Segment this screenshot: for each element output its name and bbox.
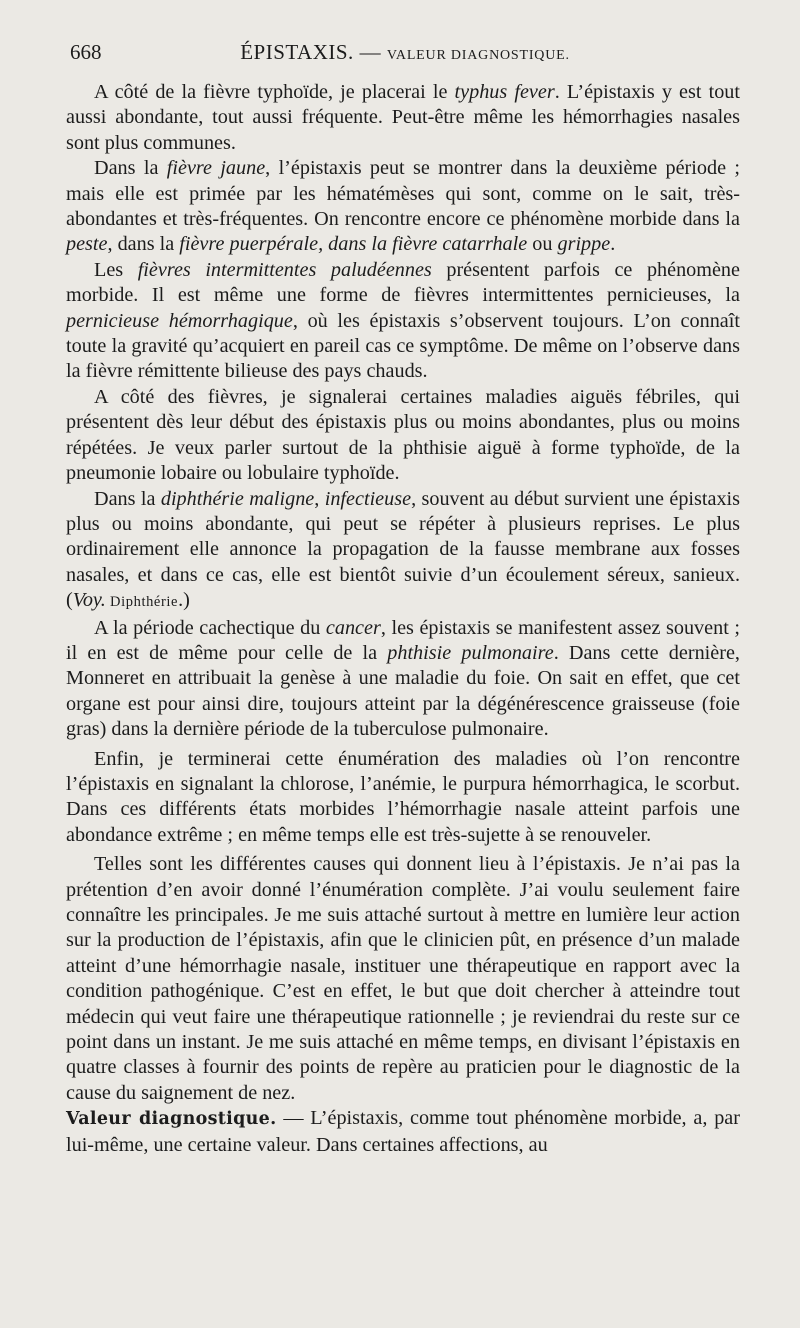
text-run: , souvent au début survient une épistaxis plus ou moins abondante, qui peut se répéter à plusieurs reprises. Le plus ordinairement elle annonce la propagation de la fausse membrane aux fosses nasales, et dans ce cas, elle est bientôt suivie d’un écoulement séreux, sanieux. ( xyxy=(66,487,741,612)
text-run: Dans la xyxy=(94,157,167,180)
paragraph-cancer xyxy=(66,616,740,743)
text-run: Enfin, je terminerai cette énumération des maladies où l’on rencontre l’épistaxis en signalant la chlorose, l’anémie, le purpura hémorrhagica, le scorbut. Dans ces différents états morbides l’hémorrhagie nasale atteint parfois une abondance extrême ; en même temps elle est très-sujette à se renouveler. xyxy=(66,747,740,846)
paragraph-maladies-aigues xyxy=(66,385,740,487)
paragraph-diphtherie xyxy=(66,487,740,616)
section-heading: Valeur diagnostique. xyxy=(66,1109,277,1130)
text-run: A côté des fièvres, je signalerai certaines maladies aiguës fébriles, qui présentent dès leur début des épistaxis plus ou moins abondantes, plus ou moins répétées. Je veux parler surtout de la phthisie aiguë à forme typhoïde, de la pneumonie lobaire ou lobulaire typhoïde. xyxy=(66,385,740,485)
italic-run: peste xyxy=(66,233,108,256)
italic-run: pernicieuse hémorrhagique xyxy=(66,309,293,332)
text-run: A la période cachectique du xyxy=(94,616,326,639)
text-run: Dans la xyxy=(94,487,161,510)
italic-run: typhus fever xyxy=(454,81,555,103)
paragraph-typhus xyxy=(66,80,740,156)
running-header xyxy=(70,40,740,70)
text-run: Telles sont les différentes causes qui donnent lieu à l’épistaxis. Je n’ai pas la prétention d’en avoir donné l’énumération complète. J’ai voulu seulement faire connaître les principales. Je me suis attaché surtout à mettre en lumière leur action sur la production de l’épistaxis, afin que le clinicien pût, en présence d’un malade atteint d’une hémorrhagie nasale, instituer une thérapeutique en rapport avec la condition pathogénique. C’est en effet, le but que doit chercher à atteindre tout médecin qui veut faire une thérapeutique rationnelle ; je reviendrai du reste sur ce point dans un instant. Je me suis attaché en même temps, en divisant l’épistaxis en quatre classes à fournir des points de repère au praticien pour le diagnostic de la cause du saignement de nez. xyxy=(66,853,740,1104)
running-title-sub: VALEUR DIAGNOSTIQUE. xyxy=(386,48,570,63)
text-run: . xyxy=(610,233,616,256)
paragraph-fievres-intermittentes xyxy=(66,258,740,385)
running-title-separator: — xyxy=(353,40,387,64)
body-text xyxy=(66,80,740,1158)
italic-run: diphthérie maligne xyxy=(160,487,315,510)
italic-run: fièvre puerpérale, dans la fièvre catarrhale xyxy=(179,233,528,256)
text-run: , l’épistaxis peut se montrer dans la deuxième période ; mais elle est primée par les hématémèses qui sont, comme on le sait, très-abondantes et très-fréquentes. On rencontre encore ce phénomène morbide dans la xyxy=(66,157,740,231)
text-run: , où les épistaxis s’observent toujours. L’on connaît toute la gravité qu’acquiert en pareil cas ce symptôme. De même on l’observe dans la fièvre rémittente bilieuse des pays chauds. xyxy=(66,309,740,383)
page-number: 668 xyxy=(70,40,102,64)
text-run: , xyxy=(314,487,325,510)
running-title xyxy=(70,40,740,65)
text-run: , les épistaxis se manifestent assez souvent ; il en est de même pour celle de la xyxy=(66,616,740,664)
paragraph-fievre-jaune xyxy=(66,156,740,258)
italic-run: Voy. xyxy=(72,589,106,612)
running-title-main: ÉPISTAXIS. xyxy=(240,40,354,64)
italic-run: fièvre jaune xyxy=(166,157,266,180)
paragraph-valeur-diagnostique xyxy=(66,1106,740,1158)
paragraph-causes-conclusion xyxy=(66,852,740,1106)
italic-run: grippe xyxy=(557,233,611,256)
text-run: Les xyxy=(94,258,138,281)
italic-run: cancer xyxy=(325,616,381,639)
text-run: A côté de la fièvre typhoïde, je placerai le xyxy=(94,81,455,103)
text-run: . Dans cette dernière, Monneret en attribuait la genèse à une maladie du foie. On sait en effet, que cet organe est pour ainsi dire, toujours atteint par la dégénérescence graisseuse (foie gras) dans la dernière période de la tuberculose pulmonaire. xyxy=(66,641,740,741)
text-run: , dans la xyxy=(107,233,180,256)
cross-reference: Diphthérie xyxy=(105,594,179,611)
text-run: — L’épistaxis, comme tout phénomène morbide, a, par lui-même, une certaine valeur. Dans certaines affections, au xyxy=(66,1107,740,1156)
italic-run: infectieuse xyxy=(324,487,412,510)
text-run: . L’épistaxis y est tout aussi abondante, tout aussi fréquente. Peut-être même les hémorrhagies nasales sont plus communes. xyxy=(66,81,740,154)
italic-run: phthisie pulmonaire xyxy=(387,641,554,664)
italic-run: fièvres intermittentes paludéennes xyxy=(137,258,432,281)
text-run: présentent parfois ce phénomène morbide. Il est même une forme de fièvres intermittentes pernicieuses, la xyxy=(66,258,740,307)
text-run: .) xyxy=(178,589,190,612)
paragraph-chlorose xyxy=(66,747,740,849)
text-run: ou xyxy=(527,233,558,256)
